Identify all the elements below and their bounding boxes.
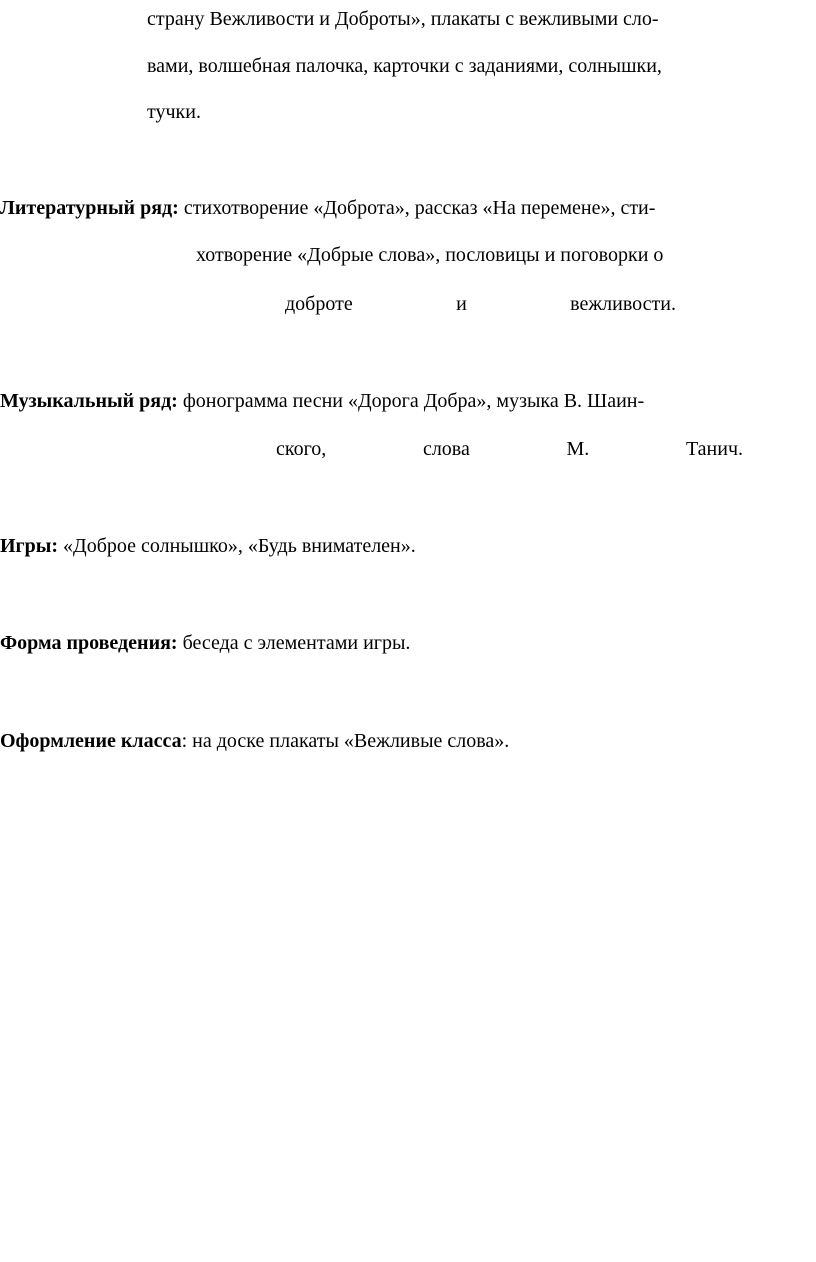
musical-word-3: М. bbox=[566, 438, 590, 460]
literary-text-1: стихотворение «Доброта», рассказ «На перемене», сти- bbox=[178, 197, 656, 219]
musical-word-2: слова bbox=[422, 438, 470, 460]
intro-line-2: вами, волшебная палочка, карточки с заданиями, солнышки, bbox=[147, 55, 662, 77]
form-text: беседа с элементами игры. bbox=[177, 632, 411, 654]
form-label: Форма проведения: bbox=[0, 632, 178, 654]
games-label: Игры: bbox=[0, 535, 59, 557]
games-line bbox=[0, 534, 416, 558]
musical-line-1 bbox=[0, 389, 644, 413]
intro-line-3: тучки. bbox=[147, 101, 201, 123]
musical-word-4: Танич. bbox=[685, 438, 743, 460]
literary-line-3 bbox=[285, 292, 676, 316]
form-line bbox=[0, 631, 410, 655]
intro-line-1: страну Вежливости и Доброты», плакаты с вежливыми сло- bbox=[147, 8, 659, 30]
musical-label: Музыкальный ряд: bbox=[0, 390, 178, 412]
games-text: «Доброе солнышко», «Будь внимателен». bbox=[58, 535, 416, 557]
musical-word-1: ского, bbox=[276, 438, 327, 460]
literary-word-3: вежливости. bbox=[570, 293, 676, 315]
literary-line-1 bbox=[0, 196, 655, 220]
decoration-text: : на доске плакаты «Вежливые слова». bbox=[181, 730, 510, 752]
musical-line-2 bbox=[276, 437, 743, 461]
musical-text-1: фонограмма песни «Дорога Добра», музыка В. Шаин- bbox=[177, 390, 645, 412]
literary-label: Литературный ряд: bbox=[0, 197, 179, 219]
decoration-label: Оформление класса bbox=[0, 730, 182, 752]
literary-word-1: доброте bbox=[285, 293, 353, 315]
literary-line-2: хотворение «Добрые слова», пословицы и поговорки о bbox=[196, 244, 664, 266]
decoration-line bbox=[0, 729, 509, 753]
literary-word-2: и bbox=[456, 293, 467, 315]
